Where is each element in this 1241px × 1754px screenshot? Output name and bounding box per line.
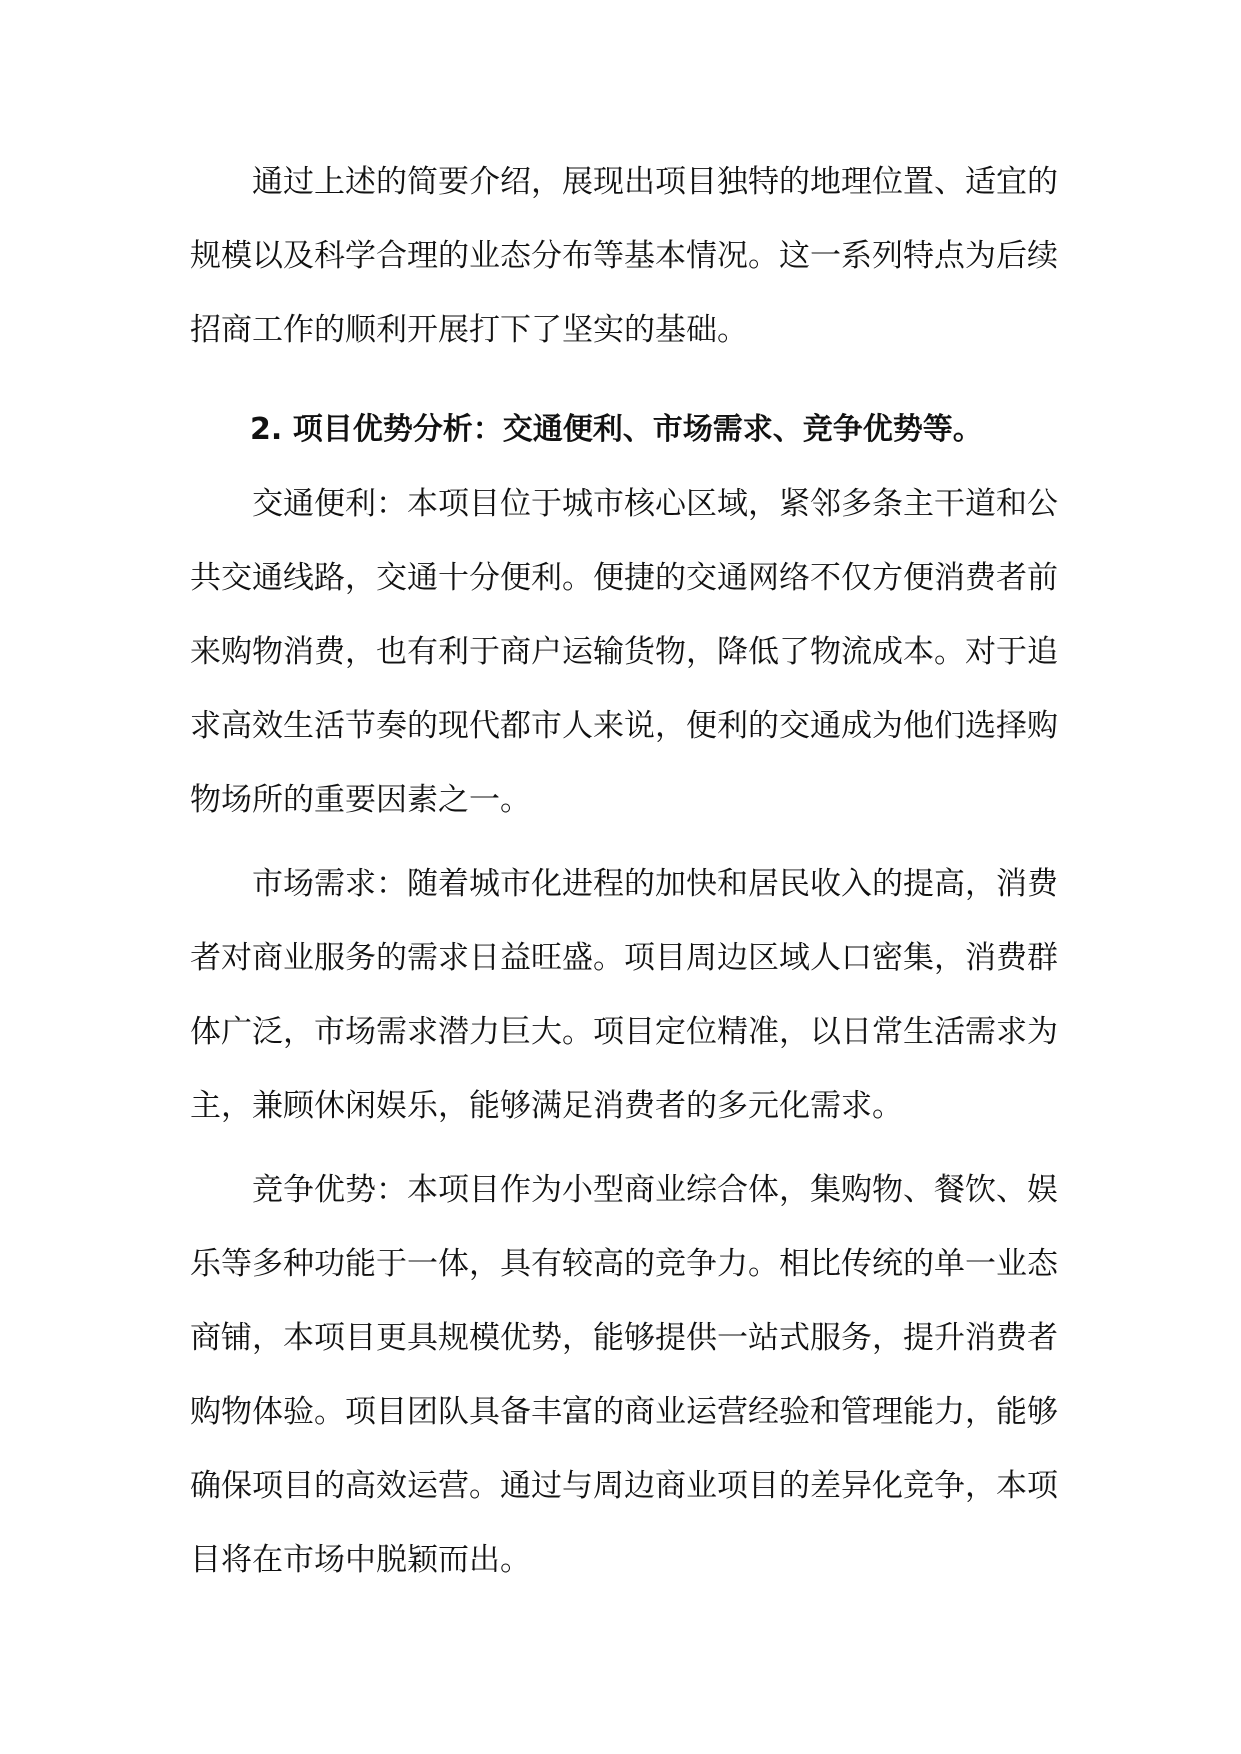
market-paragraph: 市场需求：随着城市化进程的加快和居民收入的提高，消费者对商业服务的需求日益旺盛。项目周边区域人口密集，消费群体广泛，市场需求潜力巨大。项目定位精准，以日常生活需求为主，兼顾休闲娱乐，能够满足消费者的多元化需求。 bbox=[190, 866, 1058, 1124]
intro-paragraph: 通过上述的简要介绍，展现出项目独特的地理位置、适宜的规模以及科学合理的业态分布等基本情况。这一系列特点为后续招商工作的顺利开展打下了坚实的基础。 bbox=[190, 164, 1058, 348]
competition-paragraph: 竞争优势：本项目作为小型商业综合体，集购物、餐饮、娱乐等多种功能于一体，具有较高的竞争力。相比传统的单一业态商铺，本项目更具规模优势，能够提供一站式服务，提升消费者购物体验。项目团队具备丰富的商业运营经验和管理能力，能够确保项目的高效运营。通过与周边商业项目的差异化竞争，本项目将在市场中脱颖而出。 bbox=[190, 1172, 1058, 1578]
traffic-paragraph: 交通便利：本项目位于城市核心区域，紧邻多条主干道和公共交通线路，交通十分便利。便捷的交通网络不仅方便消费者前来购物消费，也有利于商户运输货物，降低了物流成本。对于追求高效生活节奏的现代都市人来说，便利的交通成为他们选择购物场所的重要因素之一。 bbox=[190, 486, 1058, 818]
document-body bbox=[190, 145, 1058, 1597]
section-heading: 2. 项目优势分析：交通便利、市场需求、竞争优势等。 bbox=[250, 412, 983, 447]
